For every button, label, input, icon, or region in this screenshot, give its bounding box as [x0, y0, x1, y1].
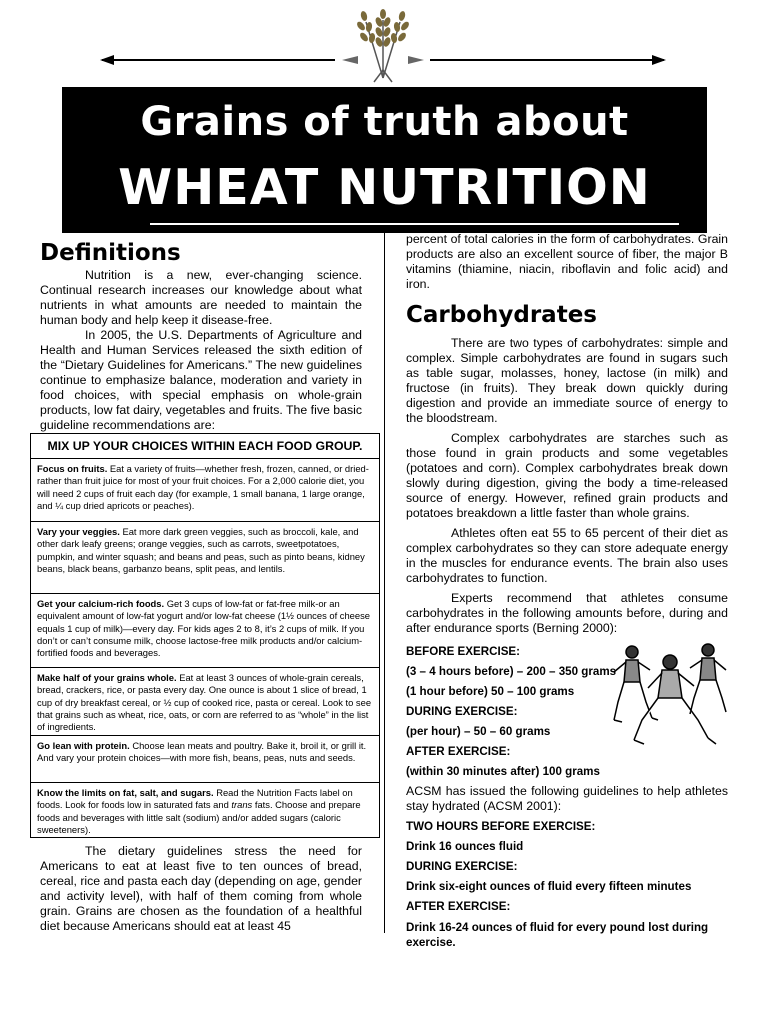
- table-row: [31, 783, 379, 837]
- hydration-during-amount: Drink six-eight ounces of fluid every fifteen minutes: [406, 880, 692, 893]
- after-exercise-amount: (within 30 minutes after) 100 grams: [406, 765, 600, 778]
- row-lead: Know the limits on fat, salt, and sugars.: [37, 787, 214, 798]
- table-row: [31, 594, 379, 668]
- after-exercise-label: AFTER EXERCISE:: [406, 745, 511, 758]
- table-row: [31, 736, 379, 783]
- row-text: Choose lean meats and poultry. Bake it, broil it, or grill it. And vary your protein choices—with more fish, beans, peas, nuts and seeds.: [37, 740, 367, 764]
- guidelines-paragraph: The dietary guidelines stress the need for Americans to eat at least five to ten ounces of bread, cereal, rice and pasta each day (depending on age, gender and activity level), with half of them coming from whole grain. Grains are chosen as the foundation of a healthful diet because Americans should eat at least 45: [40, 844, 363, 933]
- row-text: Read the Nutrition Facts label on foods. Look for foods low in saturated fats and: [37, 787, 353, 811]
- acsm-paragraph: ACSM has issued the following guidelines to help athletes stay hydrated (ACSM 2001):: [406, 784, 728, 813]
- table-row: [31, 668, 379, 736]
- row-lead: Vary your veggies.: [37, 526, 120, 537]
- title-line-1: Grains of truth about: [140, 99, 629, 145]
- hydration-during-label: DURING EXERCISE:: [406, 860, 518, 873]
- row-text: Eat at least 3 ounces of whole-grain cereals, bread, crackers, rice, or pasta every day. One ounce is about 1 slice of bread, 1 cup of dry breakfast cereal, or ½ cup of cooked rice, pasta or cereal. Look to see that grains such as wheat, rice, oats, or corn are referred to as “whole” in the list of ingredients.: [37, 672, 372, 733]
- hydration-before-label: TWO HOURS BEFORE EXERCISE:: [406, 820, 596, 833]
- row-lead: Get your calcium-rich foods.: [37, 598, 165, 609]
- before-exercise-label: BEFORE EXERCISE:: [406, 645, 521, 658]
- exercising-athletes-illustration: [612, 640, 730, 750]
- left-bottom-text: [40, 844, 362, 934]
- row-lead: Focus on fruits.: [37, 463, 108, 474]
- title-line-2: WHEAT NUTRITION: [118, 159, 651, 216]
- row-text: Eat a variety of fruits—whether fresh, frozen, canned, or dried-rather than fruit juice for most of your fruit choices. For a 2,000 calorie diet, you will need 2 cups of fruit each day (for example, 1 small banana, 1 large orange, and ¼ cup dried apricots or peaches).: [37, 463, 369, 511]
- carbohydrates-paragraph-3: Athletes often eat 55 to 65 percent of their diet as complex carbohydrates so they can store adequate energy in the muscles for endurance events. The brain also uses carbohydrates to function.: [406, 526, 728, 585]
- definitions-paragraph-1: Nutrition is a new, ever-changing science. Continual research increases our knowledge about what nutrients in what amounts are needed to maintain the human body and help keep it disease-free.: [40, 268, 362, 327]
- row-italic: trans: [231, 799, 253, 811]
- food-group-table: [30, 433, 380, 838]
- title-underline: [150, 223, 679, 225]
- table-row: [31, 459, 379, 522]
- during-exercise-label: DURING EXERCISE:: [406, 705, 518, 718]
- food-table-header: MIX UP YOUR CHOICES WITHIN EACH FOOD GROUP.: [31, 434, 379, 459]
- row-text: Get 3 cups of low-fat or fat-free milk-or an equivalent amount of low-fat yogurt and/or low-fat cheese (1½ ounces of cheese equals 1 cup of milk)—every day. For kids ages 2 to 8, it’s 2 cups of milk. If you don’t or can’t consume milk, choose lactose-free milk products and/or calcium-fortified foods and beverages.: [37, 598, 371, 659]
- hydration-before-amount: Drink 16 ounces fluid: [406, 840, 524, 853]
- definitions-paragraph-2: In 2005, the U.S. Departments of Agriculture and Health and Human Services released the sixth edition of the “Dietary Guidelines for Americans.” The new guidelines continue to emphasize balance, moderation and variety in food choices, with special emphasis on whole-grain products, low fat dairy, vegetables and fruits. The five basic guideline recommendations are:: [40, 328, 362, 432]
- carbohydrates-paragraph-4: Experts recommend that athletes consume carbohydrates in the following amounts before, during and after endurance sports (Berning 2000):: [406, 591, 728, 635]
- wheat-sheaf-icon: [0, 0, 768, 85]
- title-banner: [62, 87, 707, 233]
- row-lead: Make half of your grains whole.: [37, 672, 177, 683]
- continued-paragraph: percent of total calories in the form of carbohydrates. Grain products are also an excellent source of fiber, the major B vitamins (thiamine, niacin, riboflavin and folic acid) and iron.: [406, 232, 728, 291]
- row-text: Eat more dark green veggies, such as broccoli, kale, and other dark leafy greens; orange veggies, such as carrots, sweetpotatoes, pumpkin, and winter squash; and beans and peas, such as pinto beans, kidney beans, black beans, garbanzo beans, split peas, and lentils.: [37, 526, 365, 574]
- definitions-heading: Definitions: [40, 240, 181, 266]
- column-divider: [384, 233, 385, 933]
- before-exercise-amount-2: (1 hour before) 50 – 100 grams: [406, 685, 575, 698]
- hydration-list: [406, 817, 728, 950]
- definitions-section: [40, 238, 362, 433]
- hydration-after-amount: Drink 16-24 ounces of fluid for every pound lost during exercise.: [406, 921, 709, 949]
- before-exercise-amount-1: (3 – 4 hours before) – 200 – 350 grams: [406, 665, 617, 678]
- row-text: fats. Choose and prepare foods and beverages with little salt (sodium) and/or added sugars (caloric sweeteners).: [37, 799, 361, 835]
- carbohydrates-heading: Carbohydrates: [406, 302, 597, 328]
- carbohydrates-paragraph-2: Complex carbohydrates are starches such as those found in grain products and some vegetables (potatoes and corn). Complex carbohydrates break down slowly during digestion, giving the body a time-released source of energy. However, refined grain products and potatoes breakdown a little faster than whole grains.: [406, 431, 728, 520]
- carbohydrates-paragraph-1: There are two types of carbohydrates: simple and complex. Simple carbohydrates are found in sugars such as table sugar, molasses, honey, lactose (in milk) and fructose (in fruits). They break down quickly during digestion and provide an immediate source of energy to the bloodstream.: [406, 336, 728, 425]
- table-row: [31, 522, 379, 594]
- during-exercise-amount: (per hour) – 50 – 60 grams: [406, 725, 551, 738]
- carbohydrates-section: [406, 232, 728, 950]
- row-lead: Go lean with protein.: [37, 740, 130, 751]
- hydration-after-label: AFTER EXERCISE:: [406, 900, 511, 913]
